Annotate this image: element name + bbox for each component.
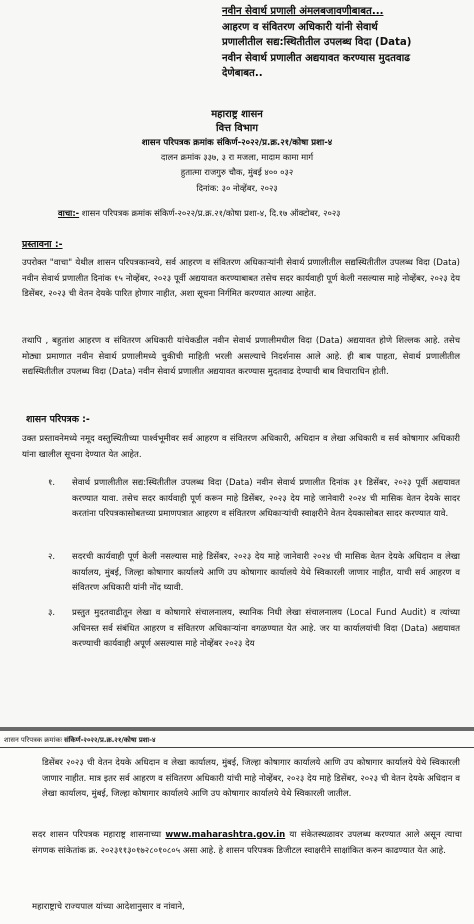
reference-text: शासन परिपत्रक क्रमांक संकिर्ण-२०२२/प्र.क्र.२१/कोषा प्रशा-४, दि.१७ ऑक्टोबर, २०२३: [79, 208, 341, 218]
circular-paragraph: उक्त प्रस्तावनेमध्ये नमूद वस्तुस्थितीच्या पार्श्वभूमीवर सर्व आहरण व संवितरण अधिकारी, अधिदान व लेखा अधिकारी व सर्व कोषागार अधिकारी यांना खालील सूचना देण्यात येत आहेत.: [22, 434, 460, 460]
subject-line-5: देणेबाबत..: [222, 68, 263, 79]
instruction-text: सदरची कार्यवाही पूर्ण केली नसल्यास माहे डिसेंबर, २०२३ देय माहे जानेवारी २०२४ ची मासिक वेतन देयके अधिदान व लेखा कार्यालय, मुंबई, जिल्हा कोषागार कार्यालये आणि उप कोषागार कार्यालये येथे स्विकारली जाणार नाहीत, याची सर्व आहरण व संवितरण अधिकारी यांनी नोंद घ्यावी.: [72, 552, 460, 594]
department-name: वित्त विभाग: [216, 123, 258, 134]
page-two-header-prefix: शासन परिपत्रक क्रमांकः: [4, 736, 65, 744]
closing-line: महाराष्ट्राचे राज्यपाल यांच्या आदेशानुसार व नांवाने,: [32, 902, 185, 912]
government-name: महाराष्ट्र शासन: [211, 109, 263, 120]
subject-line-4: नवीन सेवार्थ प्रणालीत अद्ययावत करण्यास मुदतवाढ: [222, 52, 411, 64]
instruction-item: [50, 606, 460, 653]
circular-heading: शासन परिपत्रक :-: [26, 414, 90, 425]
page-two-header-number: संकिर्ण-२०२२/प्र.क्र.२१/कोषा प्रशा-४: [64, 736, 156, 744]
subject-line-2: आहरण व संवितरण अधिकारी यांनी सेवार्थ: [222, 21, 378, 33]
instruction-number: ३.: [48, 608, 56, 618]
page-two-header: [4, 735, 155, 744]
website-link[interactable]: www.maharashtra.gov.in: [165, 830, 286, 840]
subject-block: [222, 4, 470, 82]
address-line-1: दालन क्रमांक ३३७, ३ रा मजला, मादाम कामा मार्ग: [160, 152, 314, 162]
address-line-2: हुतात्मा राजगुरु चौक, मुंबई ४०० ०३२: [180, 167, 294, 177]
subject-line-3: प्रणालीतील सद्य:स्थितीतील उपलब्ध विदा (Data): [222, 37, 412, 48]
circular-number: शासन परिपत्रक क्रमांक संकिर्ण-२०२२/प्र.क्र.२१/कोषा प्रशा-४: [141, 138, 333, 148]
instruction-item: [50, 550, 460, 597]
page-two-paragraph-2: [32, 828, 462, 859]
instruction-item: [50, 476, 460, 523]
intro-heading: प्रस्तावना :-: [22, 239, 63, 250]
instruction-text: प्रस्तुत मुदतवाढीतून लेखा व कोषागारे संचालनालय, स्थानिक निधी लेखा संचालनालय (Local Fund Audit) व त्यांच्या अधिनस्त सर्व संबंधित आहरण व संवितरण अधिकाऱ्यांना वगळण्यात येत आहे. जर या कार्यालयांची विदा (Data) अद्ययावत करण्याची कार्यवाही अपूर्ण असल्यास माहे नोव्हेंबर २०२३ देय: [72, 608, 460, 650]
website-text-after: या संकेतस्थळावर उपलब्ध करण्यात आले असून त्याचा संगणक सांकेतांक क्र. २०२३११३०१७२८०१०८०५ असा आहे. हे शासन परिपत्रक डिजीटल स्वाक्षरीने साक्षांकित करुन काढण्यात येत आहे.: [32, 830, 462, 856]
intro-paragraph-1: उपरोक्त "वाचा" येथील शासन परिपत्रकान्वये, सर्व आहरण व संवितरण अधिकाऱ्यांनी सेवार्थ प्रणालीतील सद्यस्थितीतील उपलब्ध विदा (Data) नवीन सेवार्थ प्रणालीत दिनांक १५ नोव्हेंबर, २०२३ पूर्वी अद्ययावत करण्याबाबत तसेच सदर कार्यवाही पूर्ण केली नसल्यास माहे नोव्हेंबर, २०२३ देय डिसेंबर, २०२३ ची वेतन देयके पारित होणार नाहीत, अशा सूचना निर्गमित करण्यात आल्या आहेत.: [22, 258, 460, 300]
intro-paragraph-2: तथापि , बहुतांश आहरण व संवितरण अधिकारी यांचेकडील नवीन सेवार्थ प्रणालीमधील विदा (Data) अद्ययावत होणे शिल्लक आहे. तसेच मोठ्या प्रमाणात नवीन सेवार्थ प्रणालीमध्ये चुकीची माहिती भरली असल्याचे निदर्शनास आले आहे. ही बाब पाहता, सेवार्थ प्रणालीतील सद्यस्थितीतील उपलब्ध विदा (Data) नवीन सेवार्थ प्रणालीत अद्ययावत करण्यास मुदतवाढ देण्याची बाब विचाराधिन होती.: [22, 336, 460, 378]
reference-line: [58, 208, 341, 219]
subject-line-1: नवीन सेवार्थ प्रणाली अंमलबजावणीबाबत...: [222, 6, 384, 17]
header-rule: [0, 747, 474, 748]
instruction-text: सेवार्थ प्रणालीतील सद्य:स्थितीतील उपलब्ध विदा (Data) नवीन सेवार्थ प्रणालीत दिनांक ३१ डिसेंबर, २०२३ पूर्वी अद्ययावत करण्यात यावा. तसेच सदर कार्यवाही पूर्ण करून माहे डिसेंबर, २०२३ देय माहे जानेवारी २०२४ ची मासिक वेतन देयके सादर करतांना परिपत्रकासोबतच्या प्रमाणपत्रात आहरण व संवितरण अधिकाऱ्यांची स्वाक्षरीने वेतन देयकासोबत सादर करण्यात यावे.: [72, 478, 460, 520]
website-text-before: सदर शासन परिपत्रक महाराष्ट्र शासनाच्या: [32, 830, 166, 840]
instruction-number: २.: [48, 552, 56, 562]
page-two-paragraph-1: डिसेंबर २०२३ ची वेतन देयके अधिदान व लेखा कार्यालय, मुंबई, जिल्हा कोषागार कार्यालये आणि उप कोषागार कार्यालये येथे स्विकारली जाणार नाहीत. मात्र इतर सर्व आहरण व संवितरण अधिकारी यांची माहे नोव्हेंबर, २०२३ देय माहे डिसेंबर, २०२३ ची वेतन देयके अधिदान व लेखा कार्यालय, मुंबई, जिल्हा कोषागार कार्यालये आणि उप कोषागार कार्यालये येथे स्विकारली जातील.: [42, 758, 460, 800]
instruction-number: १.: [48, 478, 56, 488]
reference-label: वाचा:-: [58, 208, 80, 218]
circular-date: दिनांक: ३० नोव्हेंबर, २०२३: [196, 183, 278, 193]
